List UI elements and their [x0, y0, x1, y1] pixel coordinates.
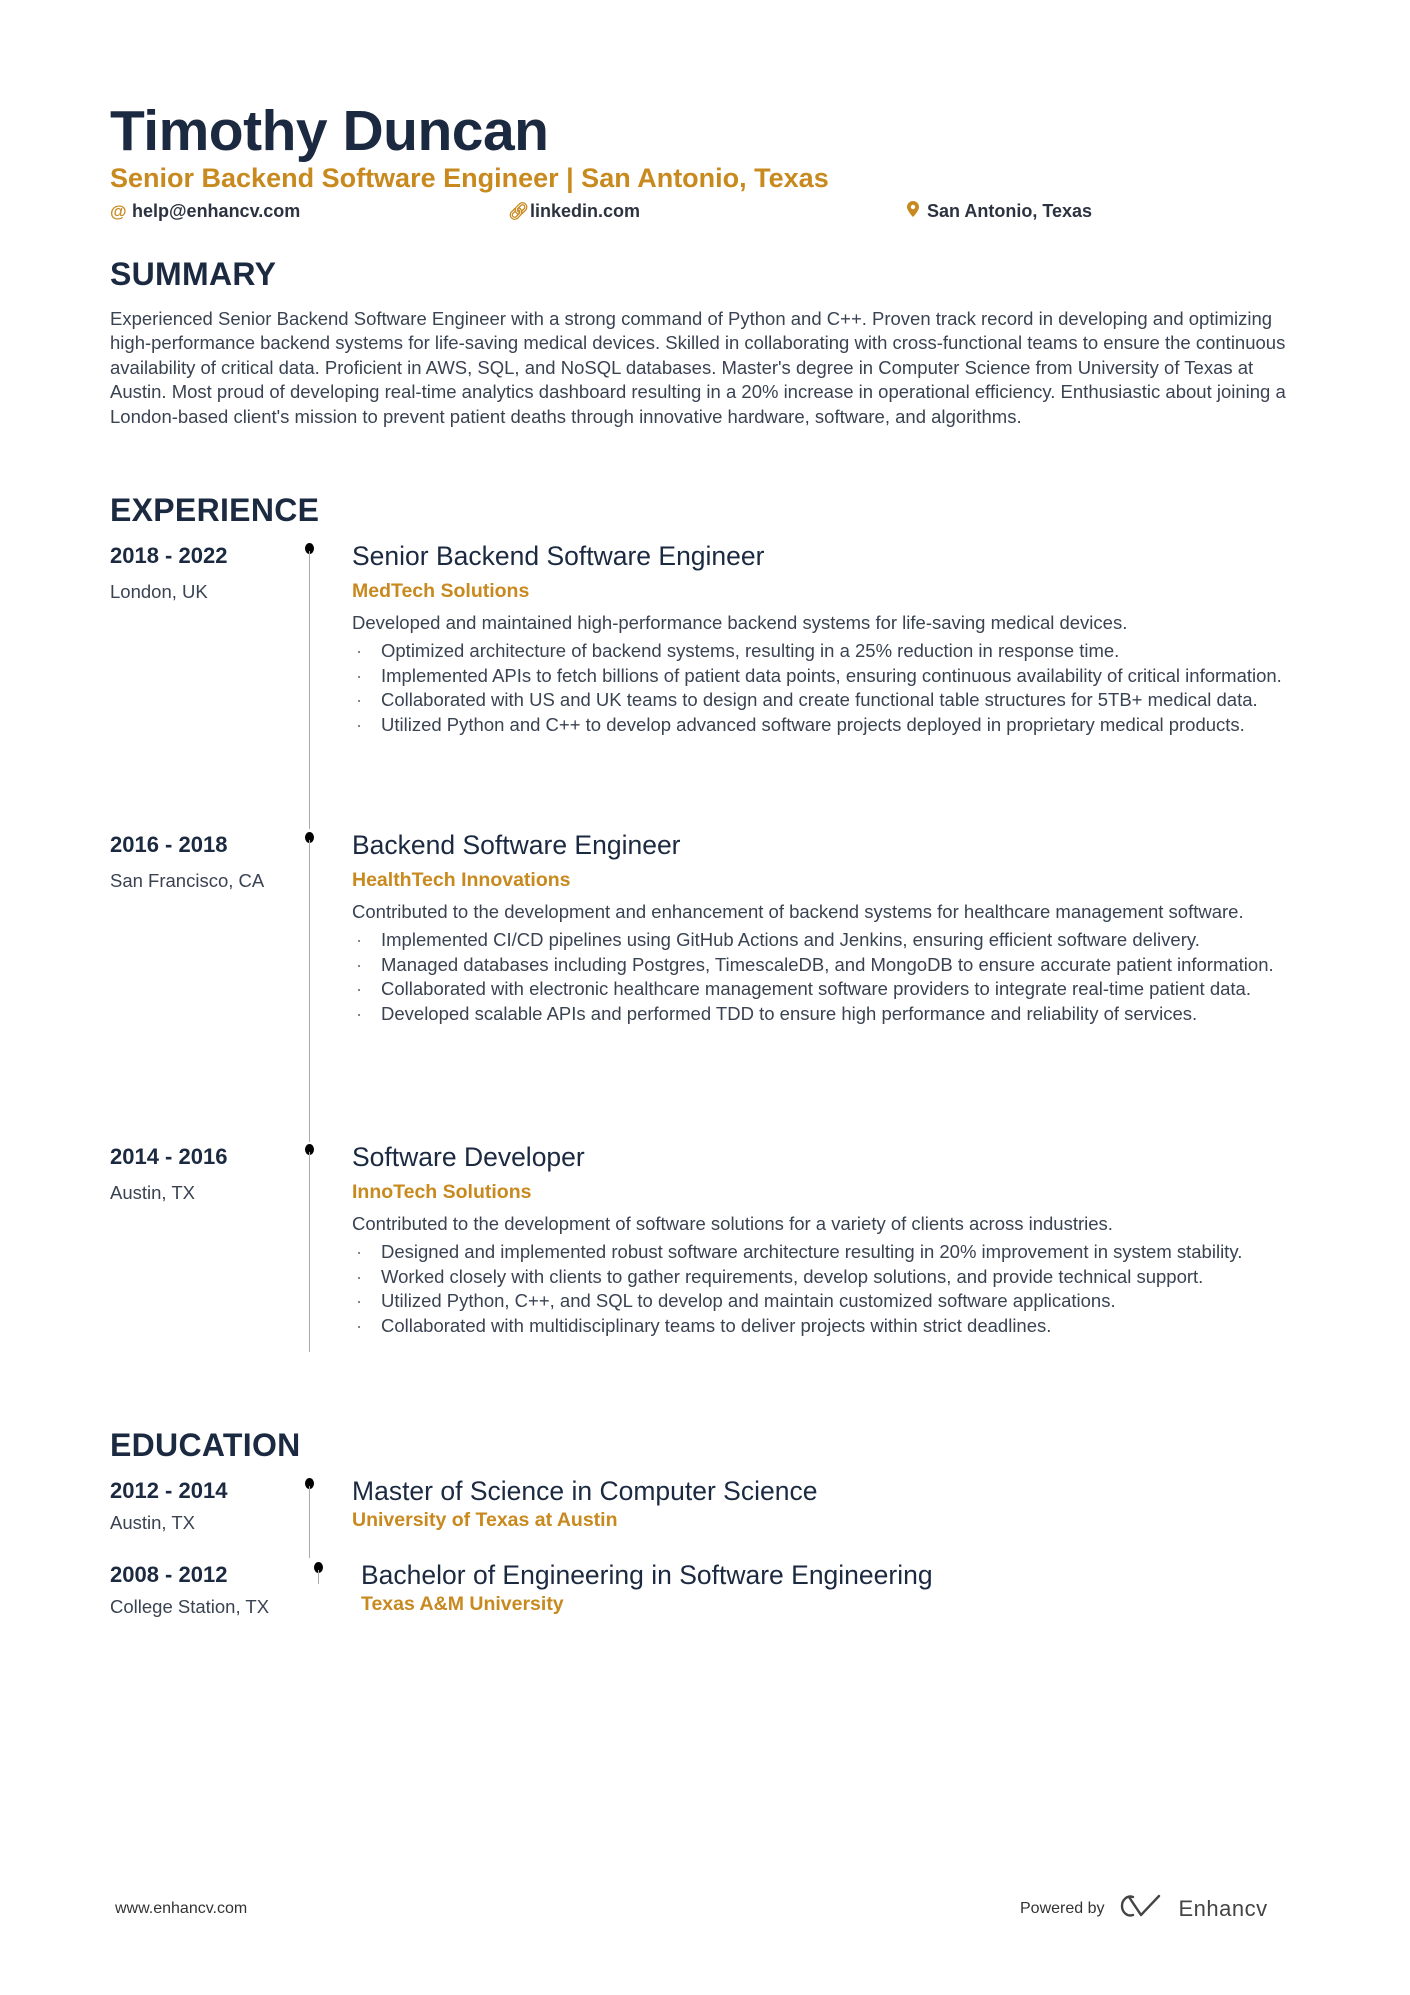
enhancv-logo-icon — [1119, 1893, 1165, 1924]
candidate-name: Timothy Duncan — [110, 99, 549, 163]
entry-location: Austin, TX — [110, 1182, 196, 1203]
contact-location — [905, 201, 1092, 222]
list-item: · Managed databases including Postgres, TimescaleDB, and MongoDB to ensure accurate patient information. — [352, 953, 1410, 977]
entry-dates: 2018 - 2022 — [110, 543, 228, 568]
list-item: · Collaborated with multidisciplinary teams to deliver projects within strict deadlines. — [352, 1314, 1410, 1338]
list-item: · Optimized architecture of backend systems, resulting in a 25% reduction in response time. — [352, 639, 1410, 663]
list-item: · Utilized Python, C++, and SQL to develop and maintain customized software applications. — [352, 1289, 1410, 1313]
company-name: HealthTech Innovations — [352, 869, 571, 891]
list-item: · Developed scalable APIs and performed TDD to ensure high performance and reliability of services. — [352, 1002, 1410, 1026]
company-name: MedTech Solutions — [352, 580, 530, 602]
school-name: Texas A&M University — [361, 1593, 564, 1615]
timeline-line — [309, 551, 310, 829]
contact-email-text: help@enhancv.com — [132, 201, 301, 221]
job-description: Contributed to the development of software solutions for a variety of clients across industries. — [352, 1213, 1113, 1234]
timeline-line — [309, 840, 310, 1142]
entry-dates: 2012 - 2014 — [110, 1478, 228, 1503]
powered-by-label: Powered by — [1020, 1899, 1105, 1917]
job-description: Developed and maintained high-performance backend systems for life-saving medical devices. — [352, 612, 1128, 633]
job-description: Contributed to the development and enhancement of backend systems for healthcare management software. — [352, 901, 1244, 922]
footer-website[interactable]: www.enhancv.com — [115, 1900, 248, 1917]
list-item: · Collaborated with electronic healthcare management software providers to integrate real-time patient data. — [352, 977, 1410, 1001]
contact-linkedin-text: linkedin.com — [530, 201, 641, 221]
footer-branding — [1020, 1893, 1268, 1924]
achievement-list — [352, 639, 1410, 737]
job-title: Backend Software Engineer — [352, 830, 681, 860]
list-item: · Implemented CI/CD pipelines using GitHub Actions and Jenkins, ensuring efficient software delivery. — [352, 928, 1410, 952]
contact-email[interactable] — [110, 201, 300, 222]
list-item: · Implemented APIs to fetch billions of patient data points, ensuring continuous availability of critical information. — [352, 664, 1410, 688]
entry-location: London, UK — [110, 581, 208, 602]
entry-location: Austin, TX — [110, 1512, 196, 1533]
degree: Bachelor of Engineering in Software Engineering — [361, 1560, 933, 1590]
education-heading: EDUCATION — [110, 1427, 301, 1463]
company-name: InnoTech Solutions — [352, 1181, 532, 1203]
link-icon: 🔗︎ — [508, 201, 530, 221]
timeline-line — [318, 1570, 319, 1584]
contact-linkedin[interactable] — [508, 201, 640, 222]
job-title: Software Developer — [352, 1142, 585, 1172]
location-pin-icon — [905, 201, 921, 222]
achievement-list — [352, 1240, 1410, 1338]
degree: Master of Science in Computer Science — [352, 1476, 818, 1506]
school-name: University of Texas at Austin — [352, 1509, 618, 1531]
at-icon: @ — [110, 201, 127, 221]
entry-dates: 2014 - 2016 — [110, 1144, 228, 1169]
job-title: Senior Backend Software Engineer — [352, 541, 765, 571]
contact-location-text: San Antonio, Texas — [927, 201, 1093, 221]
candidate-subtitle: Senior Backend Software Engineer | San Antonio, Texas — [110, 163, 829, 193]
entry-location: San Francisco, CA — [110, 870, 265, 891]
list-item: · Utilized Python and C++ to develop advanced software projects deployed in proprietary medical products. — [352, 713, 1410, 737]
timeline-line — [309, 1152, 310, 1352]
list-item: · Worked closely with clients to gather requirements, develop solutions, and provide technical support. — [352, 1265, 1410, 1289]
list-item: · Collaborated with US and UK teams to design and create functional table structures for 5TB+ medical data. — [352, 688, 1410, 712]
achievement-list — [352, 928, 1410, 1026]
summary-text: Experienced Senior Backend Software Engineer with a strong command of Python and C++. Proven track record in developing and optimizing high-performance backend systems for life-saving medical devices. Skilled in collaborating with cross-functional teams to ensure the continuous availability of critical data. Proficient in AWS, SQL, and NoSQL databases. Master's degree in Computer Science from University of Texas at Austin. Most proud of developing real-time analytics dashboard resulting in a 20% increase in operational efficiency. Enthusiastic about joining a London-based client's mission to prevent patient deaths through innovative hardware, software, and algorithms. — [110, 308, 1286, 427]
summary-heading: SUMMARY — [110, 256, 277, 292]
list-item: · Designed and implemented robust software architecture resulting in 20% improvement in system stability. — [352, 1240, 1410, 1264]
entry-location: College Station, TX — [110, 1596, 270, 1617]
experience-heading: EXPERIENCE — [110, 492, 320, 528]
entry-dates: 2008 - 2012 — [110, 1562, 228, 1587]
brand-name: Enhancv — [1178, 1895, 1268, 1921]
timeline-line — [309, 1486, 310, 1558]
entry-dates: 2016 - 2018 — [110, 832, 228, 857]
